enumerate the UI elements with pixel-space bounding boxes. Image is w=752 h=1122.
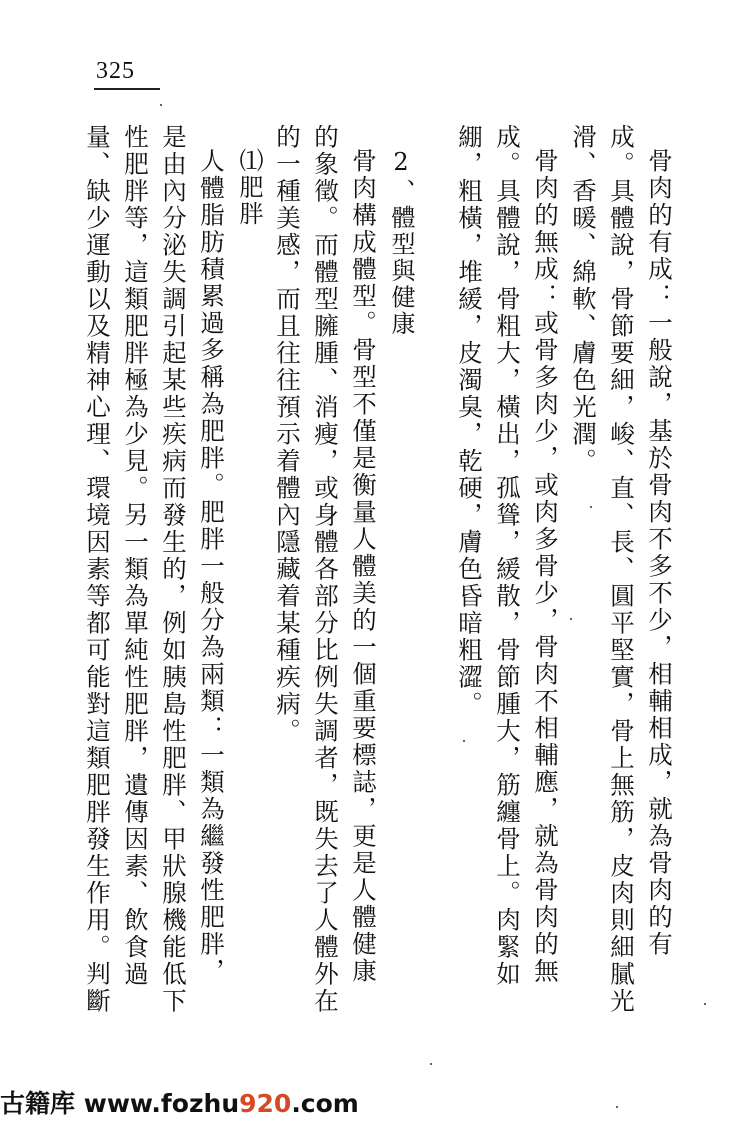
- text-column-8: 骨肉構成體型。骨型不僅是衡量人體美的一個重要標誌，更是人體健康: [349, 148, 378, 985]
- text-column-10: 的一種美感，而且往往預示着體內隱藏着某種疾病。: [273, 124, 302, 745]
- scan-speck: [160, 104, 162, 106]
- text-column-9: 的象徵。而體型臃腫、消瘦，或身體各部分比例失調者，既失去了人體外在: [311, 124, 340, 1015]
- scan-speck: [616, 1106, 618, 1108]
- text-column-15: 量、缺少運動以及精神心理、環境因素等都可能對這類肥胖發生作用。判斷: [83, 124, 112, 1015]
- page-number-rule: [94, 88, 160, 90]
- scan-speck: [570, 618, 572, 620]
- text-column-12: 人體脂肪積累過多稱為肥胖。肥胖一般分為兩類：一類為繼發性肥胖，: [197, 148, 226, 985]
- watermark-bar: [0, 1086, 380, 1122]
- watermark-site-suffix: .com: [291, 1089, 359, 1118]
- scan-speck: [430, 1063, 432, 1065]
- text-column-1: 骨肉的有成：一般說，基於骨肉不多不少，相輔相成，就為骨肉的有: [645, 148, 674, 958]
- watermark-site: [84, 1089, 359, 1118]
- text-column-5: 成。具體說，骨粗大，橫出，孤聳，緩散，骨節腫大，筋纏骨上。肉緊如: [493, 124, 522, 988]
- page-number: 325: [96, 58, 135, 84]
- text-column-13: 是由內分泌失調引起某些疾病而發生的，例如胰島性肥胖、甲狀腺機能低下: [159, 124, 188, 1015]
- scan-speck: [704, 1003, 706, 1005]
- scan-speck: [590, 506, 592, 508]
- text-column-14: 性肥胖等，這類肥胖極為少見。另一類為單純性肥胖，遺傳因素、飲食過: [121, 124, 150, 988]
- section-heading: 2、體型與健康: [387, 148, 415, 338]
- text-column-6: 綳，粗橫，堆緩，皮濁臭，乾硬，膚色昏暗粗澀。: [455, 124, 484, 718]
- scan-speck: [463, 740, 465, 742]
- watermark-site-prefix: www.fozhu: [83, 1089, 240, 1118]
- text-column-4: 骨肉的無成：或骨多肉少，或肉多骨少，骨肉不相輔應，就為骨肉的無: [531, 148, 560, 985]
- watermark-site-number: 920: [239, 1089, 292, 1118]
- text-column-3: 滑、香暖、綿軟、膚色光潤。: [569, 124, 598, 475]
- text-column-2: 成。具體說，骨節要細，峻、直、長、圓平堅實，骨上無筋，皮肉則細膩光: [607, 124, 636, 1015]
- subsection-heading: ⑴肥胖: [235, 148, 263, 228]
- watermark-label: 古籍库: [0, 1089, 76, 1118]
